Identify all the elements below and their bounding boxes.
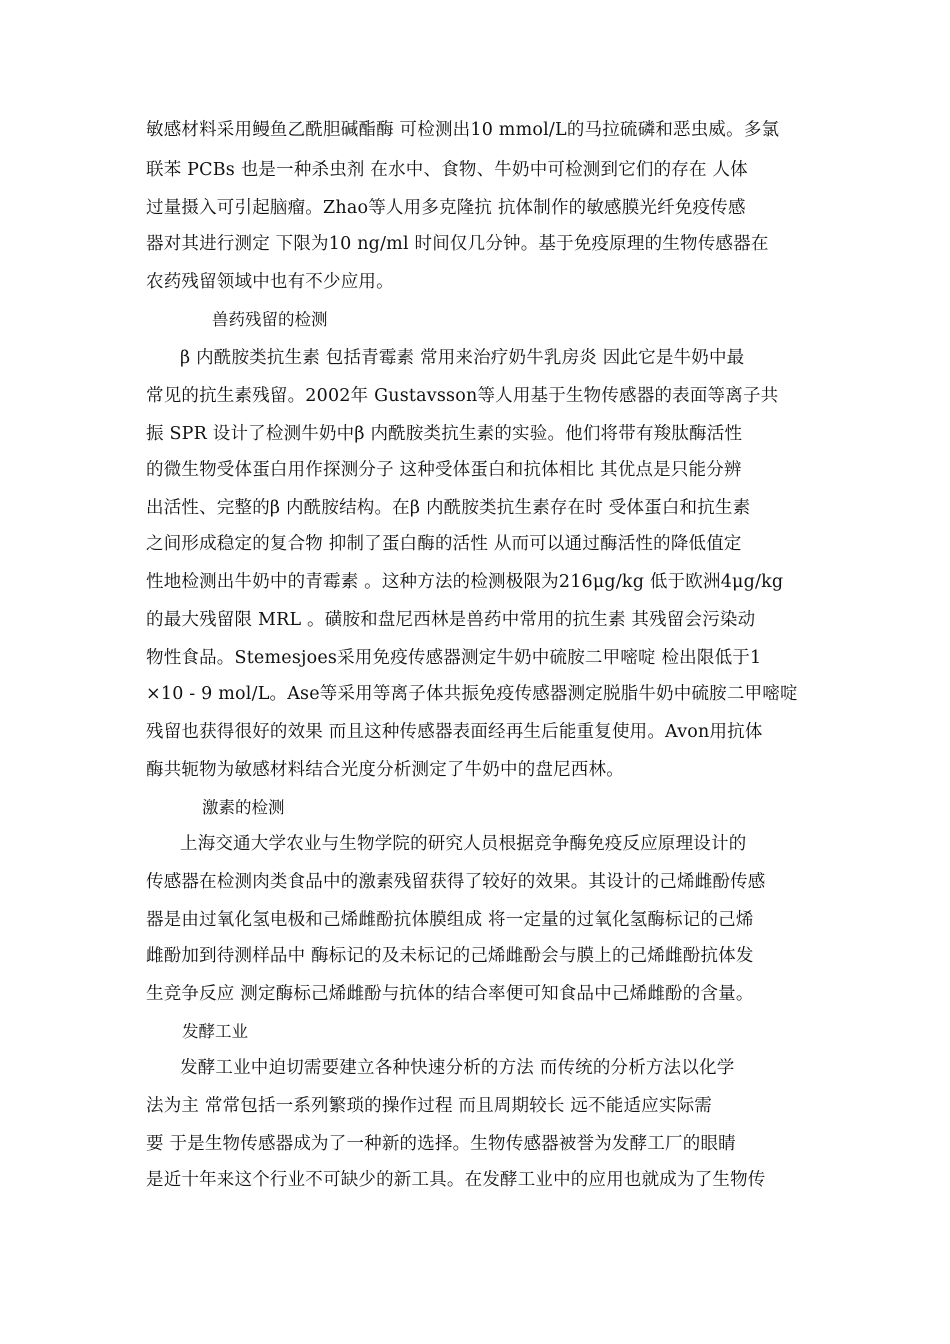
paragraph-line: 之间形成稳定的复合物 抑制了蛋白酶的活性 从而可以通过酶活性的降低值定 bbox=[146, 534, 742, 554]
paragraph-line: 要 于是生物传感器成为了一种新的选择。生物传感器被誉为发酵工厂的眼睛 bbox=[146, 1134, 736, 1154]
section-heading-hormone: 激素的检测 bbox=[202, 798, 285, 817]
paragraph-line: 出活性、完整的β 内酰胺结构。在β 内酰胺类抗生素存在时 受体蛋白和抗生素 bbox=[146, 498, 751, 518]
paragraph-line: 器对其进行测定 下限为10 ng/ml 时间仅几分钟。基于免疫原理的生物传感器在 bbox=[146, 234, 769, 254]
paragraph-line: 生竞争反应 测定酶标己烯雌酚与抗体的结合率便可知食品中己烯雌酚的含量。 bbox=[146, 984, 754, 1004]
paragraph-line: 农药残留领域中也有不少应用。 bbox=[146, 272, 394, 292]
paragraph-line: 传感器在检测肉类食品中的激素残留获得了较好的效果。其设计的己烯雌酚传感 bbox=[146, 872, 766, 892]
paragraph-line: 酶共轭物为敏感材料结合光度分析测定了牛奶中的盘尼西林。 bbox=[146, 760, 624, 780]
paragraph-line: β 内酰胺类抗生素 包括青霉素 常用来治疗奶牛乳房炎 因此它是牛奶中最 bbox=[180, 348, 745, 368]
paragraph-line: 的最大残留限 MRL 。磺胺和盘尼西林是兽药中常用的抗生素 其残留会污染动 bbox=[146, 610, 756, 630]
paragraph-line: 物性食品。Stemesjoes采用免疫传感器测定牛奶中硫胺二甲嘧啶 检出限低于1 bbox=[146, 648, 762, 668]
paragraph-line: 残留也获得很好的效果 而且这种传感器表面经再生后能重复使用。Avon用抗体 bbox=[146, 722, 763, 742]
paragraph-line: 常见的抗生素残留。2002年 Gustavsson等人用基于生物传感器的表面等离子共 bbox=[146, 386, 779, 406]
paragraph-line: 的微生物受体蛋白用作探测分子 这种受体蛋白和抗体相比 其优点是只能分辨 bbox=[146, 460, 742, 480]
section-heading-vet-drug: 兽药残留的检测 bbox=[212, 310, 328, 329]
paragraph-line: 振 SPR 设计了检测牛奶中β 内酰胺类抗生素的实验。他们将带有羧肽酶活性 bbox=[146, 424, 743, 444]
paragraph-line: 法为主 常常包括一系列繁琐的操作过程 而且周期较长 远不能适应实际需 bbox=[146, 1096, 712, 1116]
paragraph-line: 雌酚加到待测样品中 酶标记的及未标记的己烯雌酚会与膜上的己烯雌酚抗体发 bbox=[146, 946, 754, 966]
paragraph-line: 过量摄入可引起脑瘤。Zhao等人用多克隆抗 抗体制作的敏感膜光纤免疫传感 bbox=[146, 198, 746, 218]
paragraph-line: 是近十年来这个行业不可缺少的新工具。在发酵工业中的应用也就成为了生物传 bbox=[146, 1170, 766, 1190]
paragraph-line: 性地检测出牛奶中的青霉素 。这种方法的检测极限为216μg/kg 低于欧洲4μg/kg bbox=[146, 572, 784, 592]
paragraph-line: 器是由过氧化氢电极和己烯雌酚抗体膜组成 将一定量的过氧化氢酶标记的己烯 bbox=[146, 910, 754, 930]
paragraph-line: 联苯 PCBs 也是一种杀虫剂 在水中、食物、牛奶中可检测到它们的存在 人体 bbox=[146, 160, 748, 180]
paragraph-line: 上海交通大学农业与生物学院的研究人员根据竞争酶免疫反应原理设计的 bbox=[180, 834, 747, 854]
paragraph-line: 敏感材料采用鳗鱼乙酰胆碱酯酶 可检测出10 mmol/L的马拉硫磷和恶虫威。多氯 bbox=[146, 120, 780, 140]
paragraph-line: 发酵工业中迫切需要建立各种快速分析的方法 而传统的分析方法以化学 bbox=[180, 1058, 735, 1078]
section-heading-fermentation: 发酵工业 bbox=[182, 1022, 248, 1041]
paragraph-line: ×10 - 9 mol/L。Ase等采用等离子体共振免疫传感器测定脱脂牛奶中硫胺二甲嘧啶 bbox=[146, 684, 798, 704]
